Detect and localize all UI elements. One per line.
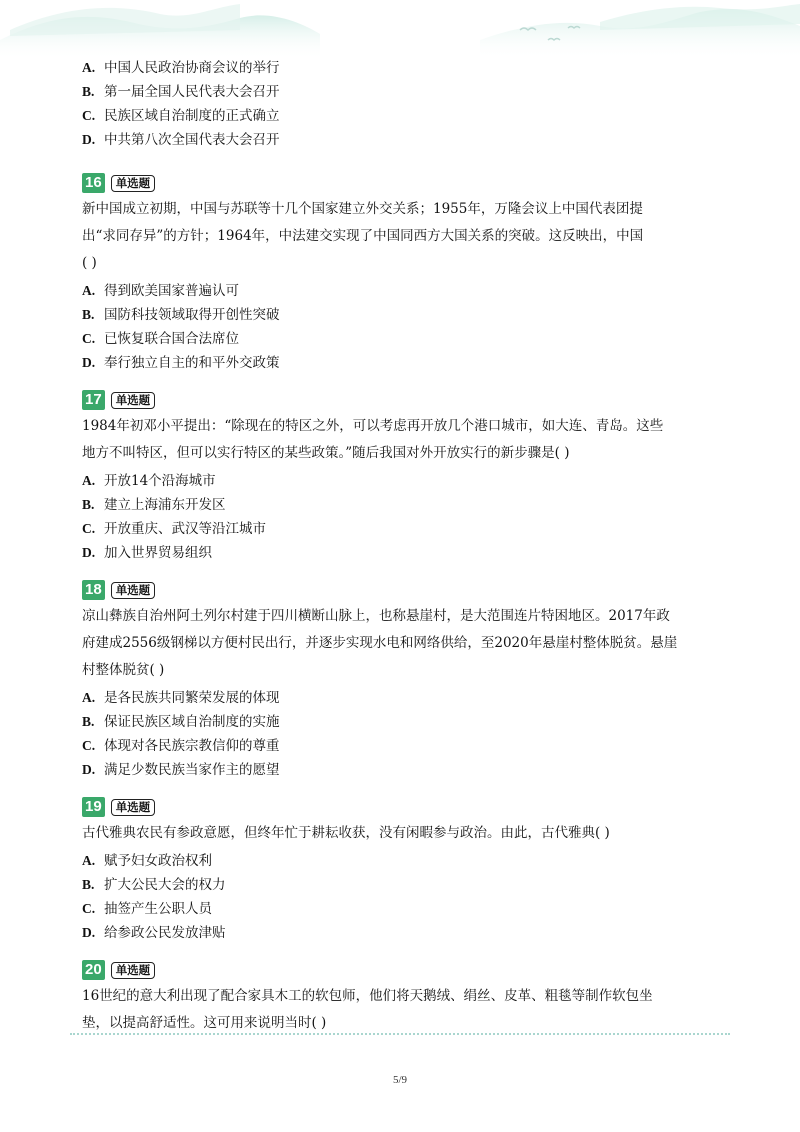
question-19 [82, 796, 722, 945]
option-a[interactable] [82, 686, 722, 710]
page-divider-dotted [70, 1033, 730, 1035]
question-type-tag: 单选题 [111, 962, 156, 979]
option-letter: C. [82, 738, 96, 753]
stem-line: 凉山彝族自治州阿土列尔村建于四川横断山脉上，也称悬崖村，是大范围连片特困地区。2017年政 [82, 608, 670, 624]
question-stem [82, 413, 722, 467]
question-type-tag: 单选题 [111, 392, 156, 409]
question-number-badge: 16 [82, 173, 105, 193]
option-letter: D. [82, 545, 96, 560]
question-header [82, 796, 722, 818]
option-c[interactable] [82, 517, 722, 541]
option-c[interactable] [82, 897, 722, 921]
option-letter: B. [82, 307, 95, 322]
option-text: 奉行独立自主的和平外交政策 [104, 355, 280, 371]
option-text: 体现对各民族宗教信仰的尊重 [104, 738, 280, 754]
option-b[interactable] [82, 493, 722, 517]
option-a[interactable] [82, 279, 722, 303]
option-text: 赋予妇女政治权利 [104, 853, 212, 869]
option-a[interactable] [82, 849, 722, 873]
option-c[interactable] [82, 327, 722, 351]
option-letter: A. [82, 853, 96, 868]
option-c[interactable] [82, 734, 722, 758]
option-letter: B. [82, 877, 95, 892]
question-20 [82, 959, 722, 1037]
option-text: 扩大公民大会的权力 [104, 877, 226, 893]
previous-question-options [82, 56, 722, 152]
option-letter: D. [82, 132, 96, 147]
question-header [82, 579, 722, 601]
question-header [82, 959, 722, 981]
question-number-badge: 19 [82, 797, 105, 817]
option-d[interactable] [82, 351, 722, 375]
option-letter: B. [82, 714, 95, 729]
option-letter: C. [82, 901, 96, 916]
option-text: 建立上海浦东开发区 [104, 497, 226, 513]
option-letter: B. [82, 84, 95, 99]
option-letter: C. [82, 108, 96, 123]
option-letter: C. [82, 331, 96, 346]
option-d[interactable] [82, 921, 722, 945]
option-a[interactable] [82, 469, 722, 493]
option-text: 已恢复联合国合法席位 [104, 331, 239, 347]
option-text: 中国人民政治协商会议的举行 [104, 60, 280, 76]
question-content [82, 54, 722, 1037]
question-stem [82, 983, 722, 1037]
question-type-tag: 单选题 [111, 582, 156, 599]
stem-line: 16世纪的意大利出现了配合家具木工的软包师，他们将天鹅绒、绢丝、皮革、粗毯等制作软包坐 [82, 988, 653, 1004]
option-c[interactable] [82, 104, 722, 128]
question-number-badge: 18 [82, 580, 105, 600]
stem-line: 垫，以提高舒适性。这可用来说明当时( ) [82, 1015, 327, 1031]
option-letter: B. [82, 497, 95, 512]
option-text: 是各民族共同繁荣发展的体现 [104, 690, 280, 706]
option-letter: A. [82, 60, 96, 75]
question-stem [82, 196, 722, 277]
question-type-tag: 单选题 [111, 175, 156, 192]
stem-line: 古代雅典农民有参政意愿，但终年忙于耕耘收获，没有闲暇参与政治。由此，古代雅典( ) [82, 825, 610, 841]
stem-line: 地方不叫特区，但可以实行特区的某些政策。”随后我国对外开放实行的新步骤是( ) [82, 445, 570, 461]
option-text: 给参政公民发放津贴 [104, 925, 226, 941]
option-letter: D. [82, 925, 96, 940]
question-stem [82, 603, 722, 684]
stem-line: 新中国成立初期，中国与苏联等十几个国家建立外交关系；1955年，万隆会议上中国代表团提 [82, 201, 643, 217]
stem-line: ( ) [82, 255, 97, 271]
option-letter: D. [82, 762, 96, 777]
question-number-badge: 17 [82, 390, 105, 410]
option-letter: C. [82, 521, 96, 536]
question-16 [82, 172, 722, 375]
option-a[interactable] [82, 56, 722, 80]
question-17 [82, 389, 722, 565]
option-d[interactable] [82, 128, 722, 152]
question-number-badge: 20 [82, 960, 105, 980]
question-options [82, 469, 722, 565]
question-options [82, 849, 722, 945]
question-header [82, 172, 722, 194]
option-text: 国防科技领域取得开创性突破 [104, 307, 280, 323]
option-b[interactable] [82, 303, 722, 327]
question-options [82, 686, 722, 782]
option-text: 开放重庆、武汉等沿江城市 [104, 521, 266, 537]
stem-line: 1984年初邓小平提出：“除现在的特区之外，可以考虑再开放几个港口城市，如大连、青岛。这些 [82, 418, 664, 434]
question-options [82, 279, 722, 375]
option-d[interactable] [82, 541, 722, 565]
question-18 [82, 579, 722, 782]
option-b[interactable] [82, 80, 722, 104]
option-letter: A. [82, 283, 96, 298]
question-header [82, 389, 722, 411]
option-letter: D. [82, 355, 96, 370]
option-text: 第一届全国人民代表大会召开 [104, 84, 280, 100]
option-text: 保证民族区域自治制度的实施 [104, 714, 280, 730]
question-stem [82, 820, 722, 847]
option-text: 加入世界贸易组织 [104, 545, 212, 561]
option-letter: A. [82, 690, 96, 705]
option-text: 抽签产生公职人员 [104, 901, 212, 917]
stem-line: 府建成2556级钢梯以方便村民出行，并逐步实现水电和网络供给，至2020年悬崖村整体脱贫。悬崖 [82, 635, 678, 651]
page-number: 5/9 [392, 1074, 408, 1086]
option-text: 民族区域自治制度的正式确立 [104, 108, 280, 124]
option-text: 中共第八次全国代表大会召开 [104, 132, 280, 148]
option-b[interactable] [82, 873, 722, 897]
question-type-tag: 单选题 [111, 799, 156, 816]
option-letter: A. [82, 473, 96, 488]
option-text: 得到欧美国家普遍认可 [104, 283, 239, 299]
header-landscape-banner [0, 0, 800, 60]
option-text: 满足少数民族当家作主的愿望 [104, 762, 280, 778]
option-text: 开放14个沿海城市 [104, 473, 216, 489]
option-b[interactable] [82, 710, 722, 734]
option-d[interactable] [82, 758, 722, 782]
stem-line: 出“求同存异”的方针；1964年，中法建交实现了中国同西方大国关系的突破。这反映出，中国 [82, 228, 644, 244]
stem-line: 村整体脱贫( ) [82, 662, 165, 678]
